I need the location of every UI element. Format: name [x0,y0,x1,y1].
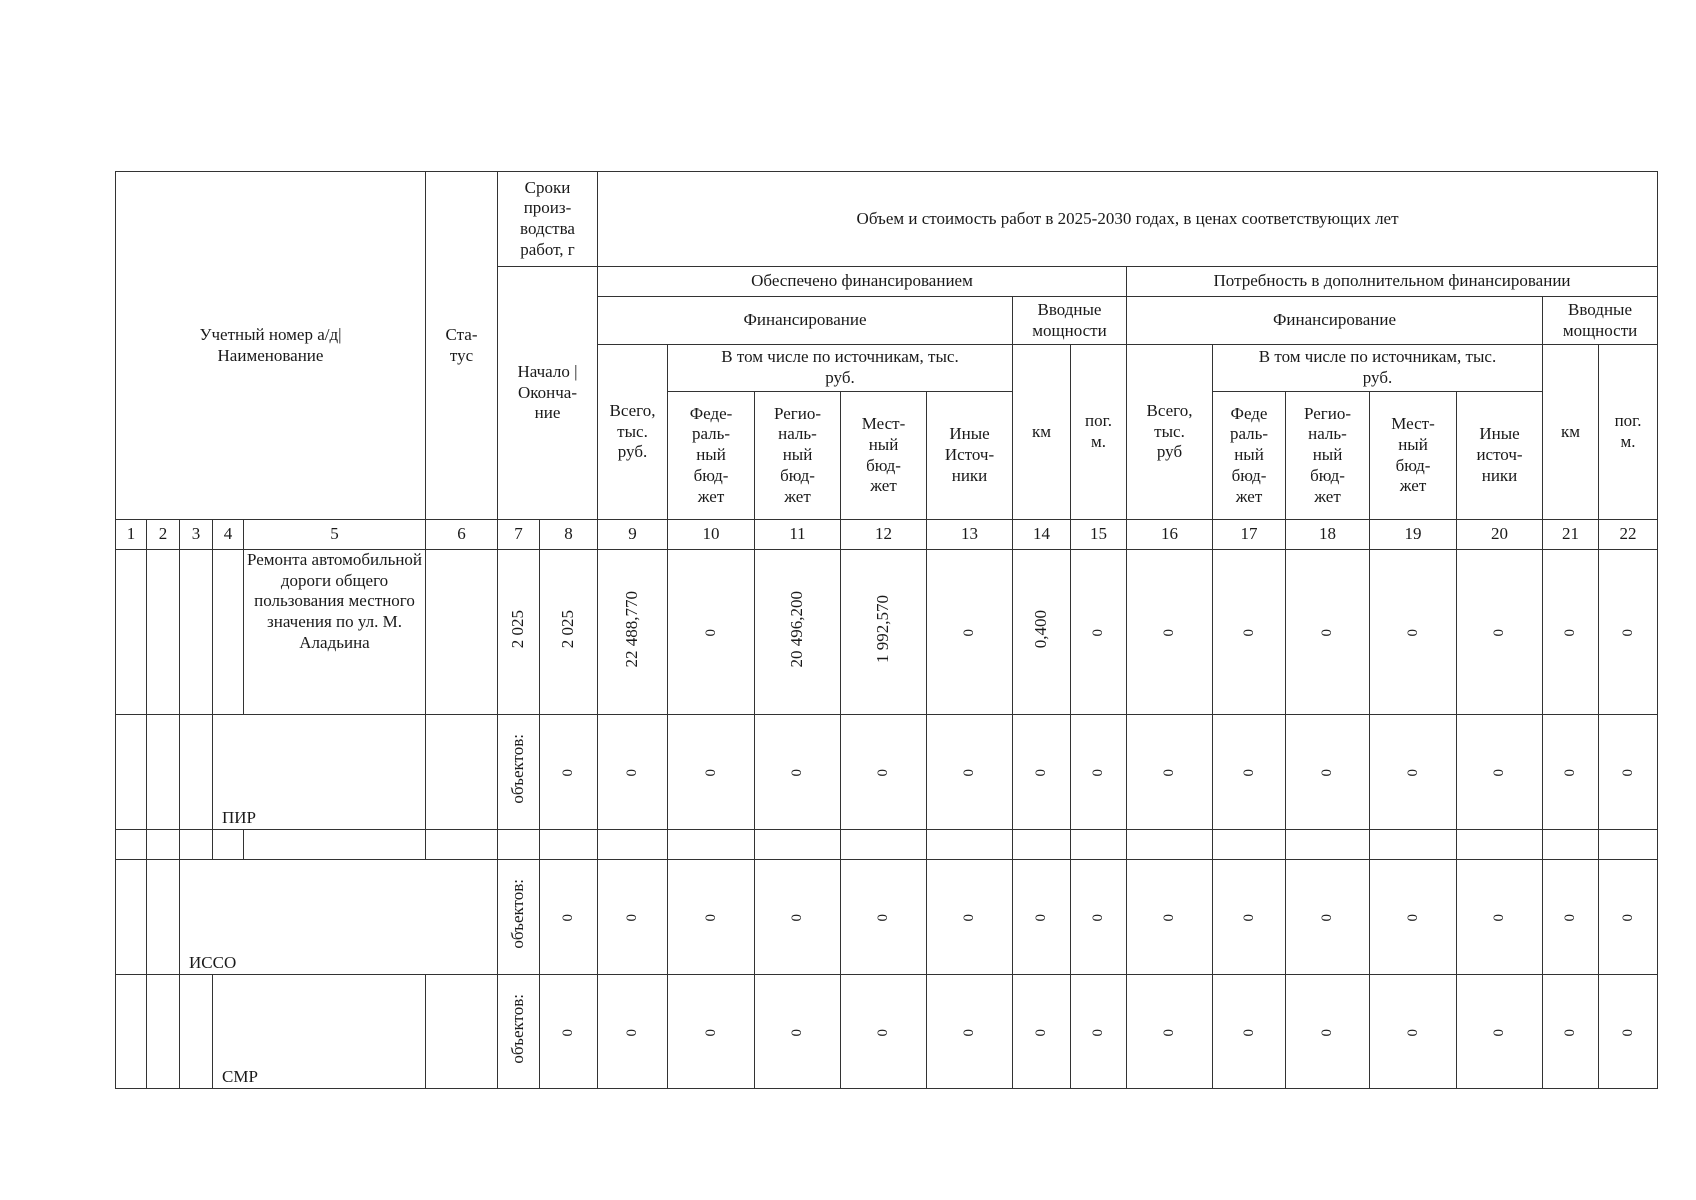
isso-value: 0 [1619,914,1636,922]
column-number: 14 [1013,520,1071,550]
blank-cell [116,975,147,1089]
pir-count-label: объектов: [508,734,528,804]
blank-cell [147,975,180,1089]
smr-value: 0 [1161,1028,1178,1037]
isso-count: 0 [560,914,577,922]
isso-value: 0 [1033,914,1050,922]
pir-value: 0 [1562,769,1579,777]
smr-value: 0 [1319,1028,1336,1037]
smr-value: 0 [702,1028,719,1037]
blank-cell [180,715,213,830]
column-number: 19 [1370,520,1457,550]
pir-value: 0 [624,769,641,777]
works-table [115,171,1658,1089]
object-value: 0 [1161,629,1178,637]
isso-value: 0 [961,914,978,922]
smr-value: 0 [1033,1028,1050,1037]
isso-label: ИССО [180,860,498,975]
smr-value: 0 [875,1028,892,1037]
pir-value: 0 [1619,769,1636,777]
header-regional-secured: Регио- наль- ный бюд- жет [755,392,841,520]
header-status: Ста- тус [426,172,498,520]
pir-value: 0 [1033,769,1050,777]
header-sources-need: В том числе по источникам, тыс. руб. [1213,345,1543,392]
column-number: 13 [927,520,1013,550]
pir-value: 0 [1404,769,1421,777]
header-sources-secured: В том числе по источникам, тыс. руб. [668,345,1013,392]
object-name: Ремонта автомобильной дороги общего пользования местного значения по ул. М. Аладьина [244,550,426,715]
column-number: 2 [147,520,180,550]
column-number: 20 [1457,520,1543,550]
header-other-secured: Иные Источ- ники [927,392,1013,520]
pir-value: 0 [789,769,806,777]
header-pm-secured: пог. м. [1071,345,1127,520]
blank-cell [426,975,498,1089]
column-number: 3 [180,520,213,550]
column-number: 17 [1213,520,1286,550]
smr-value: 0 [1240,1028,1257,1037]
header-terms: Сроки произ- водства работ, г [498,172,598,267]
pir-value: 0 [1090,769,1107,777]
column-number: 9 [598,520,668,550]
object-value: 0 [1491,629,1508,637]
blank-cell [147,550,180,715]
isso-value: 0 [1404,914,1421,922]
pir-value: 0 [961,769,978,777]
object-value: 0 [1319,629,1336,637]
pir-value: 0 [875,769,892,777]
column-number: 1 [116,520,147,550]
smr-count-label: объектов: [508,993,528,1064]
header-other-need: Иные источ- ники [1457,392,1543,520]
column-number: 16 [1127,520,1213,550]
header-financing-need: Финансирование [1127,297,1543,345]
pir-value: 0 [1491,769,1508,777]
smr-value: 0 [789,1028,806,1037]
pir-label: ПИР [213,715,426,830]
smr-value: 0 [624,1028,641,1037]
column-number: 5 [244,520,426,550]
object-value: 0 [702,629,719,637]
object-value: 0 [961,629,978,637]
blank-cell [147,715,180,830]
column-number: 22 [1599,520,1658,550]
spacer-row [116,830,1658,860]
smr-value: 0 [1562,1028,1579,1037]
header-financing-secured: Финансирование [598,297,1013,345]
object-start: 2 025 [508,610,528,649]
smr-count: 0 [560,1028,577,1037]
blank-cell [147,860,180,975]
header-km-need: км [1543,345,1599,520]
column-number: 12 [841,520,927,550]
blank-cell [180,975,213,1089]
column-number: 4 [213,520,244,550]
column-number: 18 [1286,520,1370,550]
smr-value: 0 [1404,1028,1421,1037]
object-row [116,550,1658,715]
header-total-need: Всего, тыс. руб [1127,345,1213,520]
blank-cell [116,715,147,830]
column-number: 11 [755,520,841,550]
smr-value: 0 [1090,1028,1107,1037]
object-value: 0 [1619,629,1636,637]
smr-row [116,975,1658,1089]
object-value: 0 [1090,629,1107,637]
header-name: Учетный номер а/д| Наименование [116,172,426,520]
header-total-secured: Всего, тыс. руб. [598,345,668,520]
header-need-additional: Потребность в дополнительном финансировании [1127,267,1658,297]
object-value: 0 [1404,629,1421,637]
isso-value: 0 [789,914,806,922]
isso-count-label: объектов: [508,879,528,949]
isso-value: 0 [624,914,641,922]
smr-value: 0 [961,1028,978,1037]
smr-value: 0 [1619,1028,1636,1037]
isso-row [116,860,1658,975]
header-local-need: Мест- ный бюд- жет [1370,392,1457,520]
header-capacity-secured: Вводные мощности [1013,297,1127,345]
header-capacity-need: Вводные мощности [1543,297,1658,345]
object-end: 2 025 [558,610,578,649]
header-federal-need: Феде раль- ный бюд- жет [1213,392,1286,520]
isso-value: 0 [702,914,719,922]
object-value: 20 496,200 [787,590,807,668]
object-status [426,550,498,715]
pir-value: 0 [1319,769,1336,777]
object-value: 0 [1562,629,1579,637]
isso-value: 0 [1161,914,1178,922]
column-number: 21 [1543,520,1599,550]
isso-value: 0 [1319,914,1336,922]
pir-value: 0 [1240,769,1257,777]
header-local-secured: Мест- ный бюд- жет [841,392,927,520]
header-km-secured: км [1013,345,1071,520]
pir-value: 0 [702,769,719,777]
header-pm-need: пог. м. [1599,345,1658,520]
blank-cell [116,550,147,715]
object-value: 0,400 [1031,610,1051,649]
pir-value: 0 [1161,769,1178,777]
object-value: 0 [1240,629,1257,637]
isso-value: 0 [1491,914,1508,922]
isso-value: 0 [1562,914,1579,922]
object-value: 1 992,570 [873,595,893,664]
isso-value: 0 [1240,914,1257,922]
header-regional-need: Регио- наль- ный бюд- жет [1286,392,1370,520]
smr-label: СМР [213,975,426,1089]
column-number: 6 [426,520,498,550]
blank-cell [180,550,213,715]
column-number: 10 [668,520,755,550]
header-federal-secured: Феде- раль- ный бюд- жет [668,392,755,520]
header-secured: Обеспечено финансированием [598,267,1127,297]
blank-cell [213,550,244,715]
blank-cell [116,860,147,975]
header-start-end: Начало | Оконча- ние [498,267,598,520]
header-volume-title: Объем и стоимость работ в 2025-2030 годах, в ценах соответствующих лет [598,172,1658,267]
isso-value: 0 [875,914,892,922]
pir-row [116,715,1658,830]
isso-value: 0 [1090,914,1107,922]
pir-count: 0 [560,769,577,777]
column-number: 8 [540,520,598,550]
object-value: 22 488,770 [622,590,642,668]
column-number: 15 [1071,520,1127,550]
smr-value: 0 [1491,1028,1508,1037]
column-number: 7 [498,520,540,550]
blank-cell [426,715,498,830]
